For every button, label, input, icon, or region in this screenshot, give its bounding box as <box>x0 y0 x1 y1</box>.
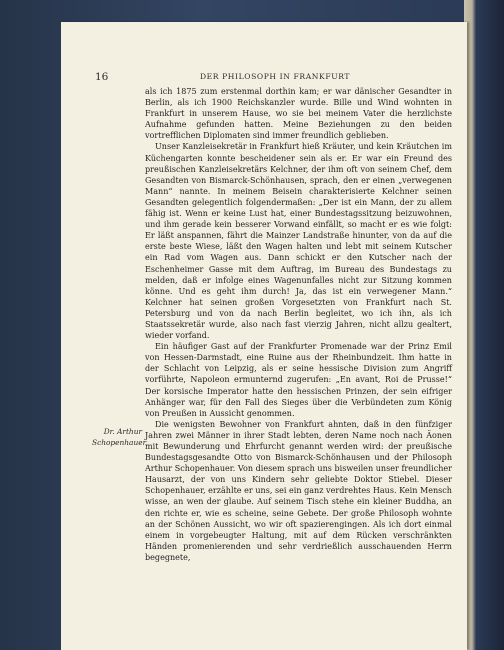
paragraph: Ein häufiger Gast auf der Frankfurter Promenade war der Prinz Emil von Hessen-Darmstadt, eine Ruine aus der Rheinbundzeit. Ihm hatte in der Schlacht von Leipzig, als er seine hessische Division zum Angriff vorführte, Napoleon ermunternd zugerufen: „En avant, Roi de Prusse!“ Der korsische Imperator hatte den hessischen Prinzen, der sein eifriger Anhänger war, für den Fall des Sieges über die Verbündeten zum König von Preußen in Aussicht genommen. <box>145 342 452 418</box>
body-text <box>145 86 452 563</box>
page-number: 16 <box>95 71 109 83</box>
margin-note-line-1: Dr. Arthur <box>103 427 142 436</box>
paragraph: als ich 1875 zum erstenmal dorthin kam; er war dänischer Gesandter in Berlin, als ich 1900 Reichskanzler wurde. Bille und Wind wohnten in Frankfurt in unserem Hause, wo sie bei meinem Vater die herzlichste Aufnahme gefunden hatten. Meine Beziehungen zu den beiden vortrefflichen Diplomaten sind immer freundlich geblieben. <box>145 87 452 141</box>
book-fore-edge <box>464 0 504 650</box>
paragraph: Die wenigsten Bewohner von Frankfurt ahnten, daß in den fünfziger Jahren zwei Männer in ihrer Stadt lebten, deren Name noch nach Äonen mit Bewunderung und Ehrfurcht genannt werden wird: der preußische Bundestagsgesandte Otto von Bismarck-Schönhausen und der Philosoph Arthur Schopenhauer. Von diesem sprach uns bisweilen unser freundlicher Hausarzt, der von uns Kindern sehr geliebte Doktor Stiebel. Dieser Schopenhauer, erzählte er uns, sei ein ganz verdrehtes Haus. Kein Mensch wisse, an wen der glaube. Auf seinem Tisch stehe ein kleiner Buddha, an den richte er, wie es scheine, seine Gebete. Der große Philosoph wohnte an der Schönen Aussicht, wo wir oft spazierengingen. Als ich dort einmal einem in vorgebeugter Haltung, mit auf dem Rücken verschränkten Händen promenierenden und sehr verdrießlich ausschauenden Herrn begegnete, <box>145 419 452 562</box>
paragraph: Unser Kanzleisekretär in Frankfurt hieß Kräuter, und kein Kräutchen im Küchengarten konnte bescheidener sein als er. Er war ein Freund des preußischen Kanzleisekretärs Kelchner, der ihm oft von seinem Chef, dem Gesandten von Bismarck-Schönhausen, sprach, den er einen „verwegenen Mann“ nannte. In meinem Beisein charakterisierte Kelchner seinen Gesandten gelegentlich folgendermaßen: „Der ist ein Mann, der zu allem fähig ist. Wenn er keine Lust hat, einer Bundestagssitzung beizuwohnen, und ihm gerade kein besserer Vorwand einfällt, so macht er es wie folgt: Er läßt anspannen, fährt die Mainzer Landstraße hinunter, von da auf die erste beste Wiese, läßt den Wagen halten und lebt mit seinem Kutscher ein Rad vom Wagen aus. Dann schickt er den Kutscher nach der Eschenheimer Gasse mit dem Auftrag, im Bureau des Bundestags zu melden, daß er infolge eines Wagenunfalles nicht zur Sitzung kommen könne. Und es geht ihm durch! Ja, das ist ein verwegener Mann.“ Kelchner hat seinen großen Vorgesetzten von Frankfurt nach St. Petersburg und von da nach Berlin begleitet, wo ich ihn, als ich Staatssekretär wurde, also nach fast vierzig Jahren, nicht allzu gealtert, wieder vorfand. <box>145 142 452 341</box>
page-header <box>95 71 455 85</box>
running-head: DER PHILOSOPH IN FRANKFURT <box>199 72 351 81</box>
margin-note-line-2: Schopenhauer <box>92 438 147 447</box>
